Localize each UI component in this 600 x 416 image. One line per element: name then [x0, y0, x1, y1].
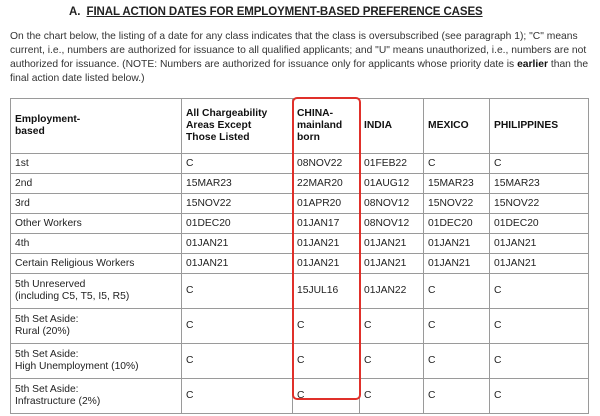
table-row [11, 254, 589, 274]
date-cell: C [293, 309, 360, 344]
row-label-cell: 5th Set Aside: High Unemployment (10%) [11, 344, 182, 379]
date-cell: 01DEC20 [424, 214, 490, 234]
column-header: INDIA [360, 99, 424, 154]
table-row [11, 194, 589, 214]
date-cell: 01DEC20 [182, 214, 293, 234]
date-cell: 01JAN21 [360, 234, 424, 254]
row-label-cell: 1st [11, 154, 182, 174]
date-cell: C [182, 154, 293, 174]
date-cell: C [490, 154, 589, 174]
row-label-cell: 3rd [11, 194, 182, 214]
date-cell: 01JAN21 [293, 234, 360, 254]
date-cell: C [490, 309, 589, 344]
date-cell: C [182, 309, 293, 344]
date-cell: 01AUG12 [360, 174, 424, 194]
row-label-cell: Other Workers [11, 214, 182, 234]
date-cell: C [293, 344, 360, 379]
intro-emphasis: earlier [517, 59, 548, 70]
date-cell: 15MAR23 [424, 174, 490, 194]
date-cell: 01JAN21 [182, 254, 293, 274]
date-cell: C [182, 274, 293, 309]
table-row [11, 379, 589, 414]
row-label-cell: 5th Unreserved (including C5, T5, I5, R5) [11, 274, 182, 309]
date-cell: 01FEB22 [360, 154, 424, 174]
date-cell: 15MAR23 [182, 174, 293, 194]
date-cell: 15NOV22 [182, 194, 293, 214]
row-label-cell: 4th [11, 234, 182, 254]
date-cell: 15JUL16 [293, 274, 360, 309]
date-cell: 01JAN21 [490, 234, 589, 254]
date-cell: C [360, 309, 424, 344]
heading-title: FINAL ACTION DATES FOR EMPLOYMENT-BASED PREFERENCE CASES [86, 6, 483, 18]
date-cell: C [424, 274, 490, 309]
final-action-dates-table [10, 98, 589, 414]
intro-text-after: than the final action date listed below.) [10, 59, 589, 84]
column-header: CHINA- mainland born [293, 99, 360, 154]
date-cell: C [424, 309, 490, 344]
date-cell: C [182, 379, 293, 414]
date-cell: 01JAN21 [424, 254, 490, 274]
date-cell: C [360, 379, 424, 414]
date-cell: C [293, 379, 360, 414]
date-cell: 22MAR20 [293, 174, 360, 194]
date-cell: 08NOV12 [360, 214, 424, 234]
date-cell: 01JAN21 [182, 234, 293, 254]
date-cell: 01APR20 [293, 194, 360, 214]
date-cell: 08NOV22 [293, 154, 360, 174]
date-cell: 01JAN22 [360, 274, 424, 309]
date-cell: 01JAN21 [293, 254, 360, 274]
column-header: All Chargeability Areas Except Those Listed [182, 99, 293, 154]
table-body [11, 154, 589, 414]
header-row [11, 99, 589, 154]
date-cell: C [490, 379, 589, 414]
column-header: Employment- based [11, 99, 182, 154]
table-row [11, 174, 589, 194]
date-cell: 01DEC20 [490, 214, 589, 234]
date-cell: 01JAN21 [490, 254, 589, 274]
table-row [11, 214, 589, 234]
date-cell: C [424, 154, 490, 174]
intro-paragraph [10, 30, 594, 86]
date-cell: C [182, 344, 293, 379]
date-cell: C [360, 344, 424, 379]
row-label-cell: Certain Religious Workers [11, 254, 182, 274]
date-cell: 15MAR23 [490, 174, 589, 194]
row-label-cell: 5th Set Aside: Rural (20%) [11, 309, 182, 344]
column-header: PHILIPPINES [490, 99, 589, 154]
date-cell: 01JAN21 [360, 254, 424, 274]
date-cell: 08NOV12 [360, 194, 424, 214]
table-row [11, 344, 589, 379]
table-row [11, 274, 589, 309]
section-heading [69, 6, 483, 18]
table-row [11, 309, 589, 344]
date-cell: 01JAN21 [424, 234, 490, 254]
row-label-cell: 2nd [11, 174, 182, 194]
date-cell: C [424, 379, 490, 414]
date-cell: 01JAN17 [293, 214, 360, 234]
table-row [11, 154, 589, 174]
heading-prefix: A. [69, 6, 81, 18]
row-label-cell: 5th Set Aside: Infrastructure (2%) [11, 379, 182, 414]
table-row [11, 234, 589, 254]
date-cell: C [490, 344, 589, 379]
column-header: MEXICO [424, 99, 490, 154]
date-cell: 15NOV22 [490, 194, 589, 214]
date-cell: C [490, 274, 589, 309]
date-cell: C [424, 344, 490, 379]
intro-text-before: On the chart below, the listing of a date for any class indicates that the class is oversubscribed (see paragraph 1); "C" means current, i.e., numbers are authorized for issuance to all qualified applicants; and "U" means unauthorized, i.e., numbers are not authorized for issuance. (NOTE: Numbers are authorized for issuance only for applicants whose priority date is [10, 31, 587, 70]
date-cell: 15NOV22 [424, 194, 490, 214]
